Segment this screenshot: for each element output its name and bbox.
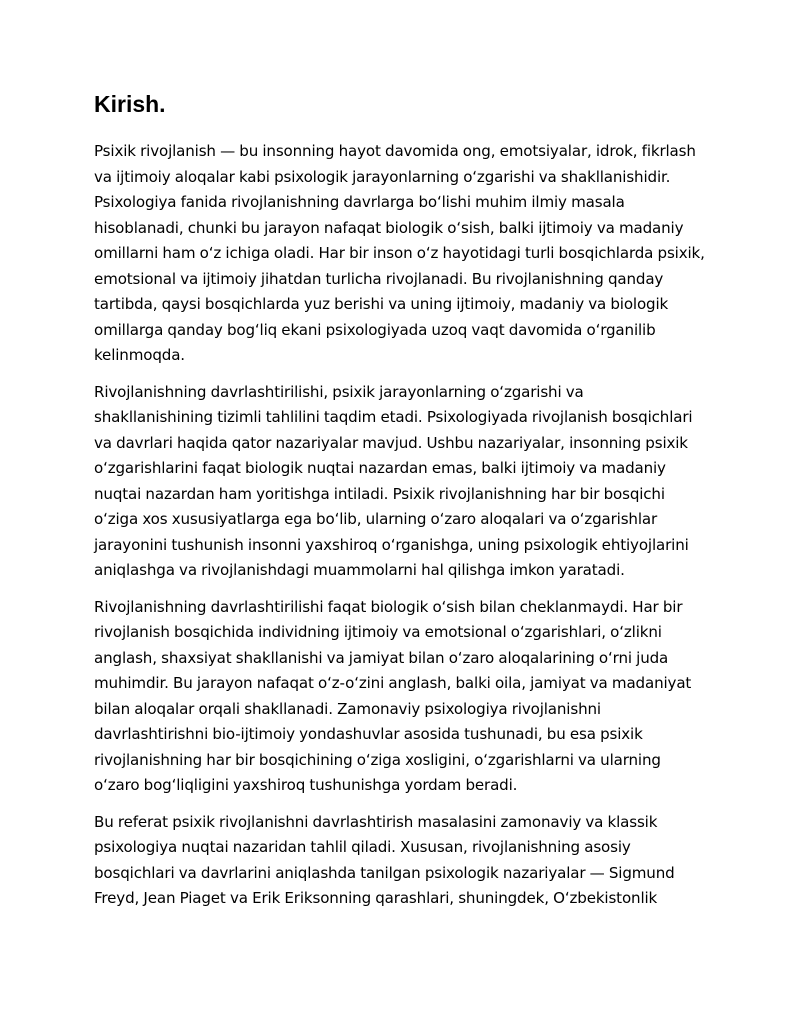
paragraph-2: Rivojlanishning davrlashtirilishi, psixik jarayonlarning oʻzgarishi va shakllanishining tizimli tahlilini taqdim etadi. Psixologiyada rivojlanish bosqichlari va davrlari haqida qator nazariyalar mavjud. Ushbu nazariyalar, insonning psixik oʻzgarishlarini faqat biologik nuqtai nazardan emas, balki ijtimoiy va madaniy nuqtai nazardan ham yoritishga intiladi. Psixik rivojlanishning har bir bosqichi oʻziga xos xususiyatlarga ega boʻlib, ularning oʻzaro aloqalari va oʻzgarishlar jarayonini tushunish insonni yaxshiroq oʻrganishga, uning psixologik ehtiyojlarini aniqlashga va rivojlanishdagi muammolarni hal qilishga imkon yaratadi. [94, 382, 693, 579]
paragraph-3: Rivojlanishning davrlashtirilishi faqat biologik oʻsish bilan cheklanmaydi. Har bir rivojlanish bosqichida individning ijtimoiy va emotsional oʻzgarishlari, oʻzlikni anglash, shaxsiyat shakllanishi va jamiyat bilan oʻzaro aloqalarining oʻrni juda muhimdir. Bu jarayon nafaqat oʻz-oʻzini anglash, balki oila, jamiyat va madaniyat bilan aloqalar orqali shakllanadi. Zamonaviy psixologiya rivojlanishni davrlashtirishni bio-ijtimoiy yondashuvlar asosida tushunadi, bu esa psixik rivojlanishning har bir bosqichining oʻziga xosligini, oʻzgarishlarni va ularning oʻzaro bogʻliqligini yaxshiroq tushunishga yordam beradi. [94, 597, 692, 794]
section-heading: Kirish. [94, 91, 166, 117]
paragraph-4: Bu referat psixik rivojlanishni davrlashtirish masalasini zamonaviy va klassik psixologiya nuqtai nazaridan tahlil qiladi. Xususan, rivojlanishning asosiy bosqichlari va davrlarini aniqlashda tanilgan psixologik nazariyalar — Sigmund Freyd, Jean Piaget va Erik Eriksonning qarashlari, shuningdek, Oʻzbekistonlik [94, 812, 675, 907]
paragraph-1: Psixik rivojlanish — bu insonning hayot davomida ong, emotsiyalar, idrok, fikrlash va ijtimoiy aloqalar kabi psixologik jarayonlarning oʻzgarishi va shakllanishidir. Psixologiya fanida rivojlanishning davrlarga boʻlishi muhim ilmiy masala hisoblanadi, chunki bu jarayon nafaqat biologik oʻsish, balki ijtimoiy va madaniy omillarni ham oʻz ichiga oladi. Har bir inson oʻz hayotidagi turli bosqichlarda psixik, emotsional va ijtimoiy jihatdan turlicha rivojlanadi. Bu rivojlanishning qanday tartibda, qaysi bosqichlarda yuz berishi va uning ijtimoiy, madaniy va biologik omillarga qanday bogʻliq ekani psixologiyada uzoq vaqt davomida oʻrganilib kelinmoqda. [94, 142, 705, 364]
document-body [94, 139, 706, 923]
